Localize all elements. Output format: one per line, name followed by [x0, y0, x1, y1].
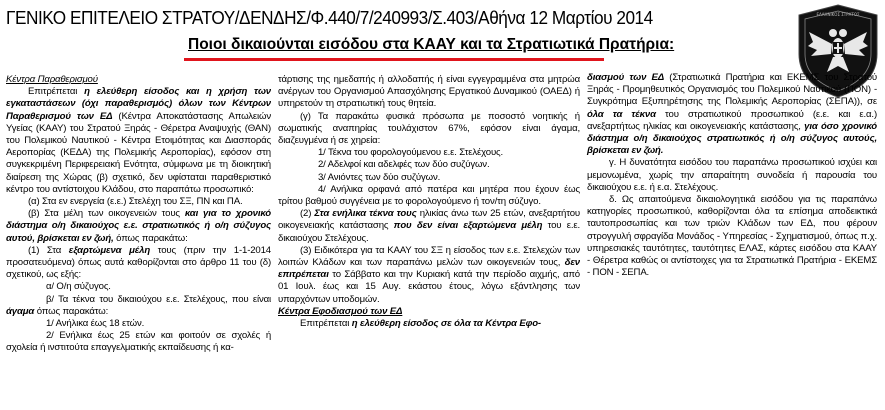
paragraph: 2/ Ενήλικα έως 25 ετών και φοιτούν σε σχολές ή σχολεία ή ινστιτούτα επαγγελματικής εκπαίδευσης ή κα- — [6, 330, 271, 354]
paragraph: τάρτισης της ημεδαπής ή αλλοδαπής ή είναι εγγεγραμμένα στα μητρώα ανέργων του Οργανισμού Απασχόλησης Εργατικού Δυναμικού (ΟΑΕΔ) ή υπηρετούν τη στρατιωτική τους θητεία. — [278, 74, 580, 110]
paragraph: 1/ Ανήλικα έως 18 ετών. — [46, 318, 145, 330]
document-subtitle: Ποιοι δικαιούνται εισόδου στα ΚΑΑΥ και τα Στρατιωτικά Πρατήρια: — [188, 36, 675, 53]
paragraph: Επιτρέπεται η ελεύθερη είσοδος και η χρήση των εγκαταστάσεων (όχι παραθερισμός) όλων των Κέντρων Παραθερισμού των ΕΔ (Κέντρα Αποκατάστασης Απωλειών Υγείας (ΚΑΑΥ) του Στρατού Ξηράς - Θέρετρα Αναψυχής (ΘΑΝ) του Πολεμικού Ναυτικού - Κέντρα Ετοιμότητας και Διασποράς Αεροπορίας (ΚΕΔΑ) της Πολεμικής Αεροπορίας), εφόσον στη συγκεκριμένη Περιφερειακή Ενότητα, σύμφωνα με τη διοικητική διαίρεση της Χώρας (β) σχετικό, δεν υφίσταται παραθεριστικό κέντρο του αντίστοιχου Κλάδου, στο παραπάτω προσωπικό: — [6, 86, 271, 195]
subtitle-underline-accent — [184, 58, 604, 61]
paragraph: (α) Στα εν ενεργεία (ε.ε.) Στελέχη του ΣΞ, ΠΝ και ΠΑ. — [28, 196, 243, 208]
document-title: ΓΕΝΙΚΟ ΕΠΙΤΕΛΕΙΟ ΣΤΡΑΤΟΥ/ΔΕΝΔΗΣ/Φ.440/7/240993/Σ.403/Αθήνα 12 Μαρτίου 2014 — [6, 7, 653, 28]
paragraph: (β) Στα μέλη των οικογενειών τους και για το χρονικό διάστημα ο/η δικαιούχος ε.ε. στρατιωτικός ή ο/η σύζυγος αυτού, βρίσκεται εν ζωή, όπως παρακάτω: — [6, 208, 271, 244]
column-left — [6, 74, 271, 355]
section-heading-supply-centers: Κέντρα Εφοδιασμού των ΕΔ — [278, 305, 403, 317]
paragraph: 4/ Ανήλικα ορφανά από πατέρα και μητέρα που έχουν έως τρίτου βαθμού συγγένεια με το φορολογούμενο ή τον/τη σύζυγο. — [278, 183, 580, 208]
paragraph: διασμού των ΕΔ (Στρατιωτικά Πρατήρια και ΕΚΕΜΣ του Στρατού Ξηράς - Προμηθευτικός Οργανισμός του Πολεμικού Ναυτικού (ΠΟΝ) - Συγκρότημα Εξυπηρέτησης της Πολεμικής Αεροπορίας (ΣΕΠΑ)), σε όλα τα τέκνα του στρατιωτικού προσωπικού (ε.ε. και ε.α.) ανεξαρτήτως ηλικίας και οικογενειακής κατάστασης, για όσο χρονικό διάστημα ο/η δικαιούχος στρατιωτικός ή ο/η σύζυγος αυτούς, βρίσκεται εν ζωή. — [587, 72, 877, 157]
paragraph: Επιτρέπεται η ελεύθερη είσοδος σε όλα τα Κέντρα Εφο- — [300, 318, 541, 330]
paragraph: 2/ Αδελφοί και αδελφές των δύο συζύγων. — [318, 159, 490, 171]
header — [0, 0, 885, 66]
column-right — [587, 72, 877, 279]
paragraph: δ. Ως απαιτούμενα δικαιολογητικά εισόδου για τις παραπάνω κατηγορίες προσωπικού, καθορίζονται όλα τα επίσημα αποδεικτικά ταυτοπροσωπίας και των τριών Κλάδων των ΕΔ, που φέρουν στρογγυλή σφραγίδα Μονάδος - Υπηρεσίας - Σχηματισμού, όπως π.χ. υπηρεσιακές ταυτότητες, ταυτότητες ΕΛΑΣ, κάρτες εισόδου στα ΚΑΑΥ - Θέρετρα καθώς οι αντίστοιχες για τα Στρατιωτικά Πρατήρια - ΕΚΕΜΣ - ΠΟΝ - ΣΕΠΑ. — [587, 194, 877, 279]
emblem-text: ΕΛΛΗΝΙΚΟΣ ΣΤΡΑΤΟΣ — [816, 12, 860, 17]
paragraph: α/ Ο/η σύζυγος. — [46, 281, 111, 293]
section-heading-summer-centers: Κέντρα Παραθερισμού — [6, 74, 98, 85]
column-middle — [278, 74, 580, 330]
paragraph: (γ) Τα παρακάτω φυσικά πρόσωπα με ποσοστό νοητικής ή σωματικής αναπηρίας τουλάχιστον 67%, εφόσον είναι άγαμα, διαζευγμένα ή σε χηρεία: — [278, 110, 580, 147]
paragraph: γ. Η δυνατότητα εισόδου του παραπάνω προσωπικού ισχύει και μεμονωμένα, χωρίς την απαραίτητη συνοδεία ή παρουσία του δικαιούχου ε.ε. ή ε.α. Στελέχους. — [587, 157, 877, 193]
paragraph: 3/ Ανιόντες των δύο συζύγων. — [318, 171, 441, 183]
paragraph: (2) Στα ενήλικα τέκνα τους ηλικίας άνω των 25 ετών, ανεξαρτήτου οικογενειακής κατάστασης που δεν είναι εξαρτώμενα μέλη του ε.ε. δικαιούχου Στελέχους. — [278, 208, 580, 244]
paragraph: (3) Ειδικότερα για τα ΚΑΑΥ του ΣΞ η είσοδος των ε.ε. Στελεχών των λοιπών Κλάδων και των παραπάνω μελών των οικογενειών τους, δεν επιτρέπεται το Σάββατο και την Κυριακή κατά την περίοδο αιχμής, από 01 Ιουλ. έως και 15 Αυγ. εκάστου έτους, λόγω εξάντλησης των υπαρχόντων υποδομών. — [278, 244, 580, 305]
paragraph: (1) Στα εξαρτώμενα μέλη τους (πριν την 1-1-2014 προσατευόμενα) όπως αυτά καθορίζονται στο άρθρο 11 του (δ) σχετικού, ως εξής: — [6, 244, 271, 281]
paragraph: β/ Τα τέκνα του δικαιούχου ε.ε. Στελέχους, που είναι άγαμα όπως παρακάτω: — [6, 293, 271, 317]
paragraph: 1/ Τέκνα του φορολογούμενου ε.ε. Στελέχους. — [318, 147, 504, 159]
